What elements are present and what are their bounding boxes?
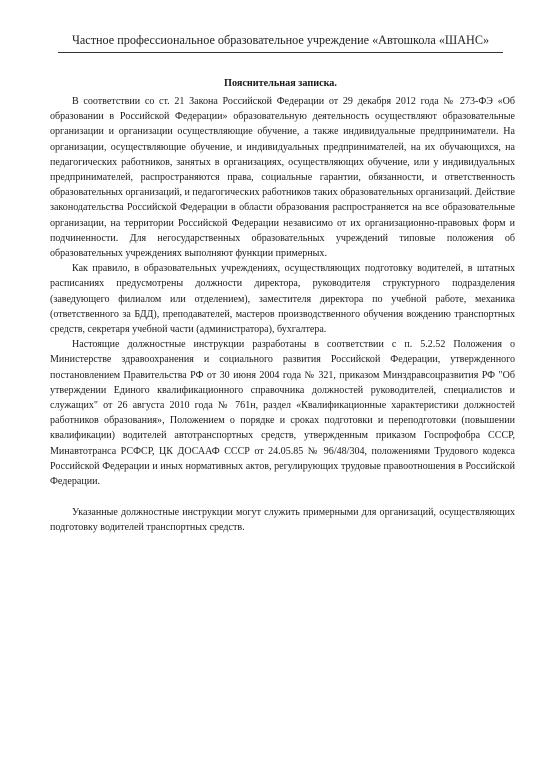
document-body — [50, 94, 515, 536]
paragraph-legal-basis: В соответствии со ст. 21 Закона Российской Федерации от 29 декабря 2012 года № 273-ФЭ «Об образовании в Российской Федерации» образовательную деятельность осуществляют образовательные организации и организации осуществляющие обучение, а также индивидуальные предприниматели. На организации, осуществляющие обучение, и индивидуальных предпринимателей, на их обучающихся, на педагогических работников, занятых в организациях, осуществляющих обучение, или у индивидуальных предпринимателей, распространяются права, социальные гарантии, обязанности, и ответственность образовательных организаций, и педагогических работников таких образовательных организаций. Действие законодательства Российской Федерации в области образования распространяется на все образовательные организации, на территории Российской Федерации независимо от их организационно-правовых форм и подчиненности. Для негосударственных образовательных учреждений типовые положения об образовательных учреждениях выполняют функции примерных. — [50, 96, 515, 260]
institution-header: Частное профессиональное образовательное учреждение «Автошкола «ШАНС» — [71, 33, 490, 47]
header-divider — [58, 52, 503, 53]
paragraph-usage-note: Указанные должностные инструкции могут служить примерными для организаций, осуществляющих подготовку водителей транспортных средств. — [50, 507, 515, 534]
paragraph-regulations: Настоящие должностные инструкции разработаны в соответствии с п. 5.2.52 Положения о Министерстве здравоохранения и социального развития Российской Федерации, утвержденного постановлением Правительства РФ от 30 июня 2004 года № 321, приказом Минздравсоцразвития РФ "Об утверждении Единого квалификационного справочника должностей руководителей, специалистов и служащих" от 26 августа 2010 года № 761н, раздел «Квалификационные характеристики должностей работников образования», Положением о порядке и сроках подготовки и переподготовки (повышении квалификации) водителей автотранспортных средств, утвержденным приказом Госпрофобра СССР, Минавтотранса РСФСР, ЦК ДОСААФ СССР от 24.05.85 № 96/48/304, положениями Трудового кодекса Российской Федерации и иных нормативных актов, регулирующих трудовые правоотношения в Российской Федерации. — [50, 339, 515, 488]
document-title: Пояснительная записка. — [224, 78, 337, 89]
paragraph-staff-positions: Как правило, в образовательных учреждениях, осуществляющих подготовку водителей, в штатных расписаниях предусмотрены должности директора, руководителя структурного подразделения (заведующего филиалом или отделением), заместителя директора по учебной работе, механика (ответственного за БДД), преподавателей, мастеров производственного обучения вождению транспортных средств, секретаря учебной части (администратора), бухгалтера. — [50, 263, 515, 336]
